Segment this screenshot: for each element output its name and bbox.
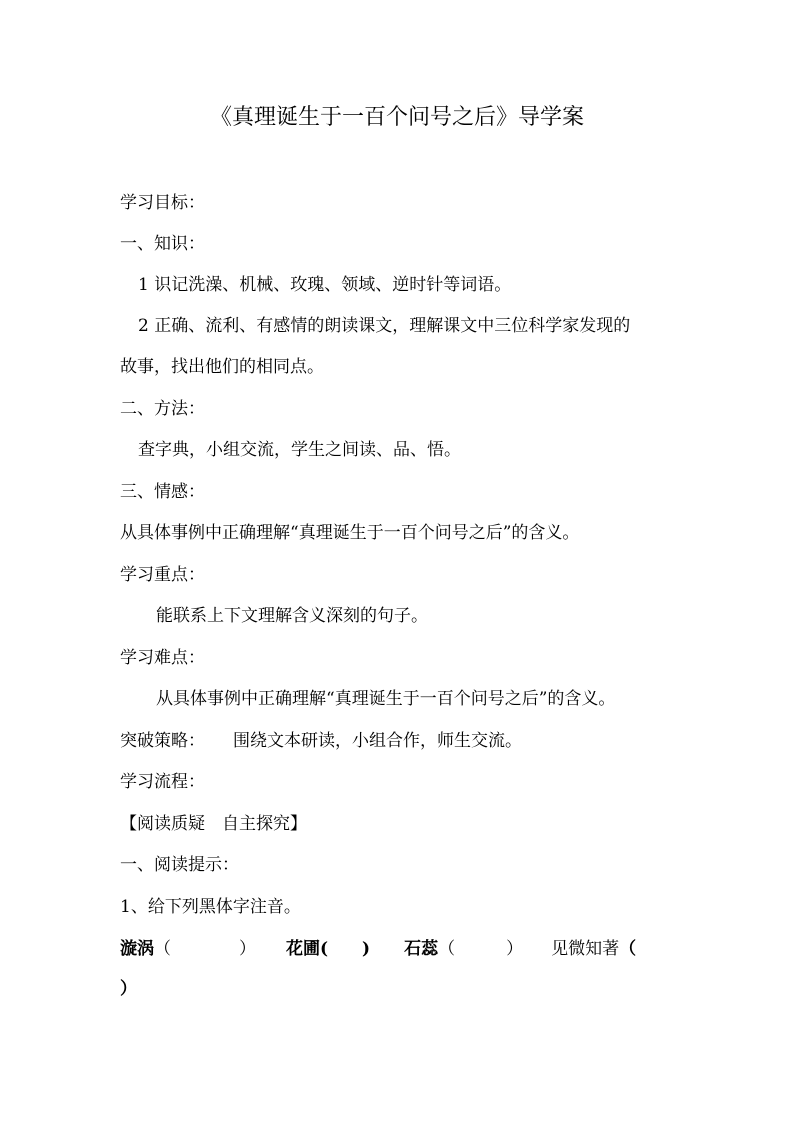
method-text: 查字典，小组交流，学生之间读、品、悟。	[138, 440, 461, 460]
objectives-heading: 学习目标：	[120, 193, 205, 213]
strategy-label: 突破策略：	[120, 731, 205, 751]
blank-shirui[interactable]: （ ）	[438, 939, 524, 959]
pinyin-fill-row	[120, 937, 636, 961]
word-xuanwo: 漩涡	[120, 939, 154, 959]
difficulty-text: 从具体事例中正确理解“真理诞生于一百个问号之后”的含义。	[156, 689, 616, 709]
emotion-heading: 三、情感：	[120, 482, 205, 502]
page-title: 《真理诞生于一百个问号之后》导学案	[209, 105, 584, 130]
blank-jianweizhizhu-open[interactable]: （	[619, 939, 637, 959]
emotion-text: 从具体事例中正确理解“真理诞生于一百个问号之后”的含义。	[120, 523, 580, 543]
blank-huapu[interactable]: ( )	[320, 939, 371, 959]
word-huapu: 花圃	[286, 939, 320, 959]
knowledge-item-1: 1 识记洗澡、机械、玫瑰、领域、逆时针等词语。	[138, 275, 512, 295]
process-heading: 学习流程：	[120, 772, 205, 792]
focus-heading: 学习重点：	[120, 565, 205, 585]
strategy-text: 围绕文本研读，小组合作，师生交流。	[233, 731, 522, 751]
method-heading: 二、方法：	[120, 399, 205, 419]
section-reading-heading: 【阅读质疑 自主探究】	[120, 814, 307, 834]
focus-text: 能联系上下文理解含义深刻的句子。	[156, 606, 428, 626]
knowledge-heading: 一、知识：	[120, 234, 205, 254]
strategy-row	[120, 729, 522, 753]
knowledge-item-2-line2: 故事，找出他们的相同点。	[120, 357, 324, 377]
reading-tips-heading: 一、阅读提示：	[120, 855, 239, 875]
knowledge-item-2-line1: 2 正确、流利、有感情的朗读课文，理解课文中三位科学家发现的	[138, 316, 631, 336]
blank-jianweizhizhu-close: ）	[120, 979, 137, 999]
difficulty-heading: 学习难点：	[120, 648, 205, 668]
word-shirui: 石蕊	[404, 939, 439, 959]
word-jianweizhizhu: 见微知著	[551, 939, 620, 959]
blank-xuanwo[interactable]: （ ）	[154, 939, 256, 959]
pinyin-task: 1、给下列黑体字注音。	[120, 897, 301, 917]
